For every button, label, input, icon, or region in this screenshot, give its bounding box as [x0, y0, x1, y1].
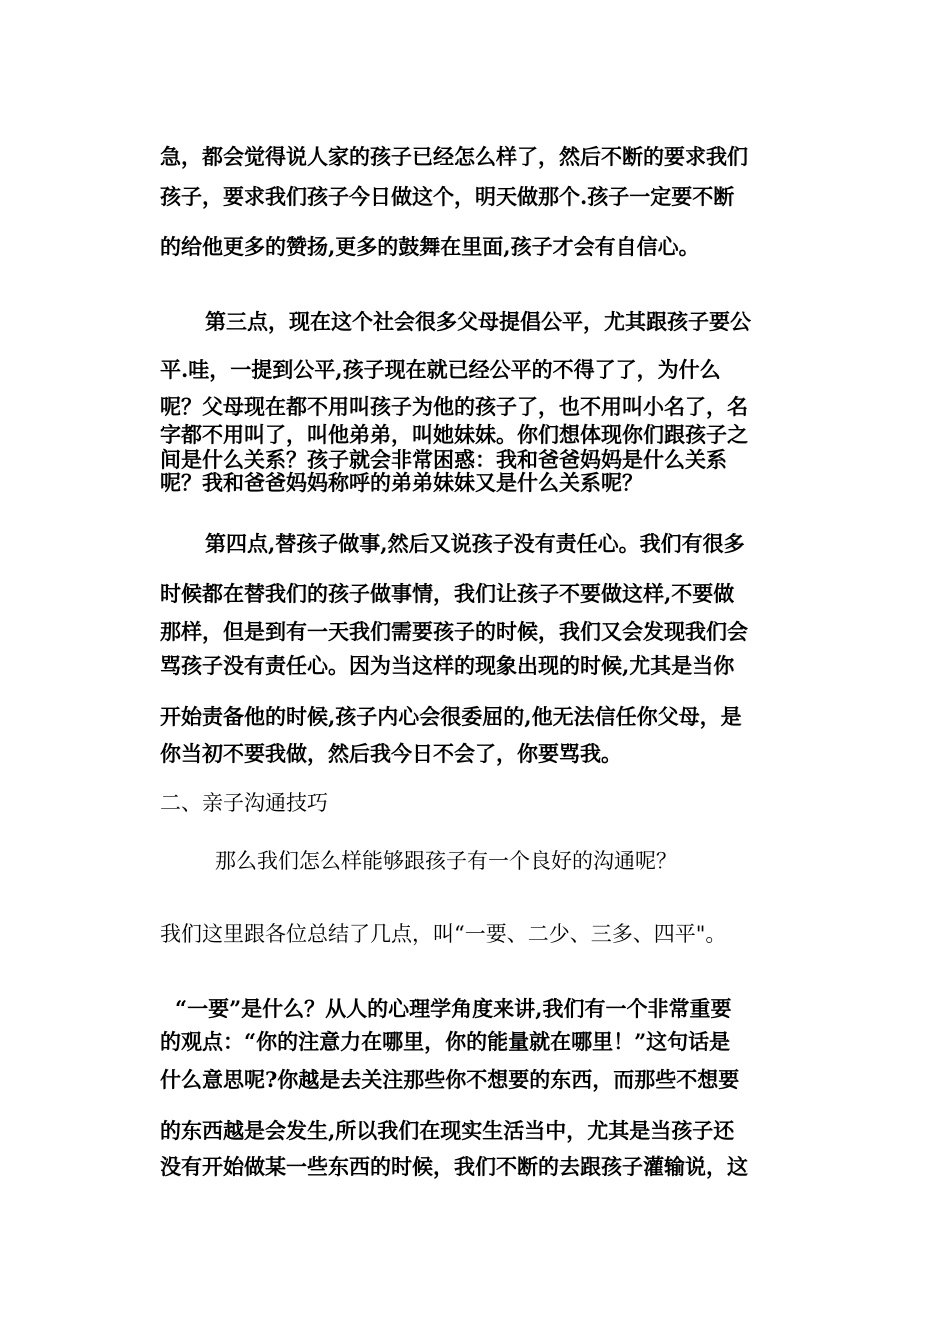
text-line: 时候都在替我们的孩子做事情，我们让孩子不要做这样,不要做	[160, 581, 735, 606]
text-line: 骂孩子没有责任心。因为当这样的现象出现的时候,尤其是当你	[160, 653, 735, 678]
text-line: 那样，但是到有一天我们需要孩子的时候，我们又会发现我们会	[160, 619, 748, 644]
text-line: 的观点：“你的注意力在哪里，你的能量就在哪里！”这句话是	[160, 1029, 731, 1054]
text-line: 开始责备他的时候,孩子内心会很委屈的,他无法信任你父母，是	[160, 704, 742, 729]
paragraph-start-line: 第四点,替孩子做事,然后又说孩子没有责任心。我们有很多	[205, 531, 745, 556]
text-line: 孩子，要求我们孩子今日做这个，明天做那个.孩子一定要不断	[160, 184, 735, 209]
text-line: 字都不用叫了，叫他弟弟，叫她妹妹。你们想体现你们跟孩子之	[160, 422, 748, 447]
paragraph-start-line: “一要”是什么？从人的心理学角度来讲,我们有一个非常重要	[175, 996, 732, 1021]
text-line: 什么意思呢?你越是去关注那些你不想要的东西，而那些不想要	[160, 1067, 740, 1092]
text-line: 呢？父母现在都不用叫孩子为他的孩子了，也不用叫小名了，名	[160, 394, 748, 419]
text-line: 没有开始做某一些东西的时候，我们不断的去跟孩子灌输说，这	[160, 1154, 748, 1179]
section-heading: 二、亲子沟通技巧	[160, 791, 328, 815]
paragraph-start-line: 第三点，现在这个社会很多父母提倡公平，尤其跟孩子要公	[205, 309, 751, 334]
text-line: 间是什么关系？孩子就会非常困惑：我和爸爸妈妈是什么关系	[160, 447, 727, 472]
text-line: 我们这里跟各位总结了几点，叫“一要、二少、三多、四平"。	[160, 922, 727, 946]
text-line: 平.哇，一提到公平,孩子现在就已经公平的不得了了，为什么	[160, 357, 721, 382]
text-line: 你当初不要我做，然后我今日不会了，你要骂我。	[160, 741, 622, 766]
text-line: 急，都会觉得说人家的孩子已经怎么样了，然后不断的要求我们	[160, 144, 748, 169]
text-line: 呢？我和爸爸妈妈称呼的弟弟妹妹又是什么关系呢？	[160, 470, 643, 495]
text-line: 的东西越是会发生,所以我们在现实生活当中，尤其是当孩子还	[160, 1118, 735, 1143]
text-line: 的给他更多的赞扬,更多的鼓舞在里面,孩子才会有自信心。	[160, 234, 700, 259]
paragraph-start-line: 那么我们怎么样能够跟孩子有一个良好的沟通呢？	[215, 849, 677, 873]
